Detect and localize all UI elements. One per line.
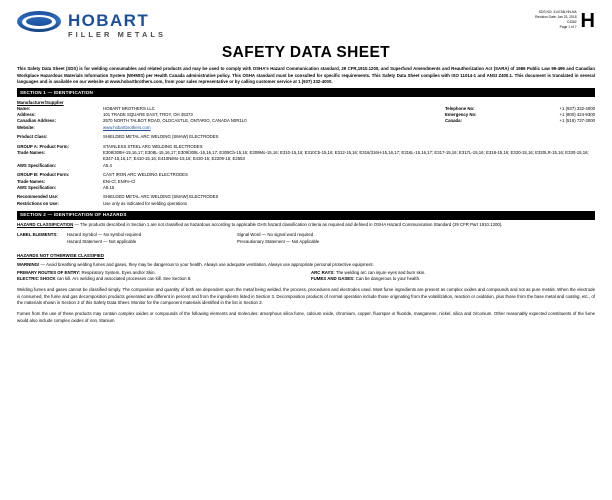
group-a-form-label: GROUP A: Product Form: (17, 143, 70, 149)
canadian-address-label: Canadian Address: (17, 118, 56, 124)
group-b-trade-value: ENi-Cl; ENiFe-Cl (103, 178, 136, 184)
label-elements-row-2 (17, 239, 595, 246)
intro-paragraph: This Safety Data Sheet (SDS) is for welding consumables and related products and may be used to comply with OSHA's Hazard Communication standard, 29 CFR,1910.1200, and Superfund Amendments and Reauthorization Act (SARA) of 1986 Public Law 99-499 and Canadian Workplace Hazardous Materials Information System (WHMIS) per Health Canada administrative policy. This OSHA standard must be consulted for specific requirements. This Safety Data Sheet complies with ISO 11014-1 and ANSI Z400.1. This document is translated in several languages and is available on our website at www.hobartbrothers.com, from your sales representative or by calling customer service at 1 (937) 332-4000. (17, 66, 595, 84)
product-class-row (17, 134, 595, 140)
fume-constituents-paragraph: Fumes from the use of these products may contain complex oxides or compounds of the following elements and molecules: amorphous silica fume, calcium oxide, chromium, copper, fluorspar or fluoride, manganese, nickel, silica and zirconium. Other reasonably expected constituents of the fume would also include complex oxides of iron, titanium (17, 311, 595, 323)
group-a-aws-label: AWS Specification: (17, 162, 57, 168)
product-class-value: SHIELDED METAL ARC WELDING (SMAW) ELECTRODES (103, 134, 219, 140)
group-b-trade-label: Trade Names: (17, 178, 46, 184)
hazard-statement-text: Hazard Statement — Not applicable (67, 239, 137, 245)
company-name-label: Name: (17, 105, 31, 111)
hobart-oval-icon (17, 10, 63, 40)
logo-company-name: HOBART (68, 10, 150, 30)
group-b-form-label: GROUP B: Product Form: (17, 172, 70, 178)
label-elements-spacer (17, 239, 67, 246)
fumes-gases-label: FUMES AND GASES: (311, 275, 355, 281)
hazards-not-classified-heading: HAZARDS NOT OTHERWISE CLASSIFIED (17, 253, 105, 259)
document-letter: H (580, 10, 595, 32)
recommended-use-label: Recommended Use: (17, 194, 59, 200)
document-header (17, 10, 595, 40)
group-a-aws-value: A5.4 (103, 162, 112, 168)
warning-label: WARNING! (17, 261, 40, 267)
document-code: C4382 (566, 19, 577, 24)
hazard-classification-text: — The products described in Section 1 are not classified as hazardous according to applicable GHS hazard classification criteria as required and defined in OSHA Hazard Communication Standard (29 CFR Part 1910.1200). (73, 222, 503, 228)
warning-paragraph (17, 262, 595, 268)
canada-phone-row (445, 118, 595, 124)
emergency-value: +1 (800) 424-9300 (559, 112, 595, 118)
company-address-label: Address: (17, 112, 36, 118)
page-number: Page 1 of 7 (559, 24, 577, 29)
fumes-gases-text: Can be dangerous to your health. (354, 275, 421, 281)
routes-of-entry-label: PRIMARY ROUTES OF ENTRY: (17, 269, 81, 275)
logo-tagline: FILLER METALS (68, 29, 167, 39)
group-b-aws-label: AWS Specification: (17, 184, 57, 190)
telephone-value: +1 (937) 332-4000 (559, 105, 595, 111)
group-a-form-value: STAINLESS STEEL ARC WELDING ELECTRODES (103, 143, 203, 149)
sds-number: SDS NO: 4147AB-HN-NA (538, 10, 577, 14)
routes-of-entry-text: Respiratory System, Eyes and/or Skin. (80, 269, 156, 275)
group-b-block (17, 172, 595, 191)
hazard-symbol-text: Hazard Symbol — No symbol required (67, 232, 142, 238)
group-b-form-value: CAST IRON ARC WELDING ELECTRODES (103, 172, 188, 178)
welding-fumes-paragraph: Welding fumes and gases cannot be classified simply. The composition and quantity of both are dependent upon the metal being welded, the process, procedures and electrodes used. Most fume ingredients are present as complex oxides and compounds and not as pure metals. When the electrode is consumed, the fume and gas decomposition products generated are different in percent and from the ingredients listed in Section 3. Decomposition products of normal operation include those originating from the volatilization, reaction or oxidation, plus those from the base metal and coating, etc., of the materials shown in Section 3 of this Safety Data Sheet. Monitor for the component materials identified in the list in Section 3. (17, 287, 595, 305)
group-b-aws-value: A5.15 (103, 184, 115, 190)
company-address-value: 101 TRADE SQUARE EAST, TROY, OH 45373 (103, 112, 193, 118)
arc-rays-text: The welding arc can injure eyes and burn skin. (334, 269, 426, 275)
telephone-label: Telephone No: (445, 105, 475, 111)
group-a-block (17, 144, 595, 169)
section-2-bar: SECTION 2 — IDENTIFICATION OF HAZARDS (17, 211, 595, 220)
website-row (17, 125, 445, 131)
website-link[interactable]: www.hobartbrothers.com (103, 124, 151, 130)
arc-rays-label: ARC RAYS: (311, 269, 335, 275)
website-label: Website: (17, 124, 35, 130)
emergency-label: Emergency No: (445, 112, 477, 118)
restrictions-value: Use only as indicated for welding operations (103, 200, 188, 206)
electric-shock-label: ELECTRIC SHOCK (17, 275, 56, 281)
canada-phone-value: +1 (519) 737-3000 (559, 118, 595, 124)
revision-date: Revision Date: Jan 23, 2018 (535, 14, 577, 19)
page-title: SAFETY DATA SHEET (221, 44, 391, 61)
canadian-address-value: 2570 NORTH TALBOT ROAD, OLDCASTLE, ONTARIO, CANADA N0R1L0 (103, 118, 247, 124)
hobart-logo (17, 10, 166, 40)
hazard-two-column (17, 270, 595, 281)
product-class-label: Product Class: (17, 134, 48, 140)
document-meta (535, 10, 576, 30)
recommended-use-value: SHIELDED METAL ARC WELDING (SMAW) ELECTRODES (103, 194, 219, 200)
electric-shock-line (17, 276, 301, 282)
manufacturer-heading: Manufacturer/Supplier (17, 99, 64, 105)
company-name-value: HOBART BROTHERS LLC (103, 105, 155, 111)
signal-word-text: Signal Word — No signal word required (237, 232, 314, 238)
label-elements-label: LABEL ELEMENTS: (17, 232, 58, 238)
fumes-gases-line (311, 276, 595, 282)
electric-shock-text: can kill. Arc welding and associated processes can kill. See Section 8. (55, 275, 192, 281)
warning-text: — Avoid breathing welding fumes and gases, they may be dangerous to your health. Always use adequate ventilation. Always use appropriate personal protective equipment. (39, 261, 374, 267)
use-block (17, 194, 595, 207)
hazard-classification-heading: HAZARD CLASSIFICATION (17, 222, 74, 228)
section-1-bar: SECTION 1 — IDENTIFICATION (17, 88, 595, 97)
label-elements-row-1 (17, 232, 595, 239)
canada-phone-label: Canada: (445, 118, 462, 124)
precautionary-statement-text: Precautionary Statement — Not Applicable (237, 239, 320, 245)
group-a-trade-label: Trade Names: (17, 150, 46, 156)
restrictions-label: Restrictions on Use: (17, 200, 59, 206)
group-a-trade-value: E308/308H-15,16,17; E308L-15,16,17; E309/309L-15,16,17; E309Cb-15,16; E309Mo-15,16; E310-15,16; E310Cb-15,16; E312-15,16; E316/316H-15,16,17; E316L-15,16,17; E317-15,16; E317L-15,16; E318-15,16; E320-15,16; E320LR-15,16; E330-15,16; E347-15,16,17; E410-15,16; E410NiMo-15,16; E430-15; E2209-15; E2553 (103, 150, 589, 162)
hazard-classification-paragraph (17, 222, 595, 228)
